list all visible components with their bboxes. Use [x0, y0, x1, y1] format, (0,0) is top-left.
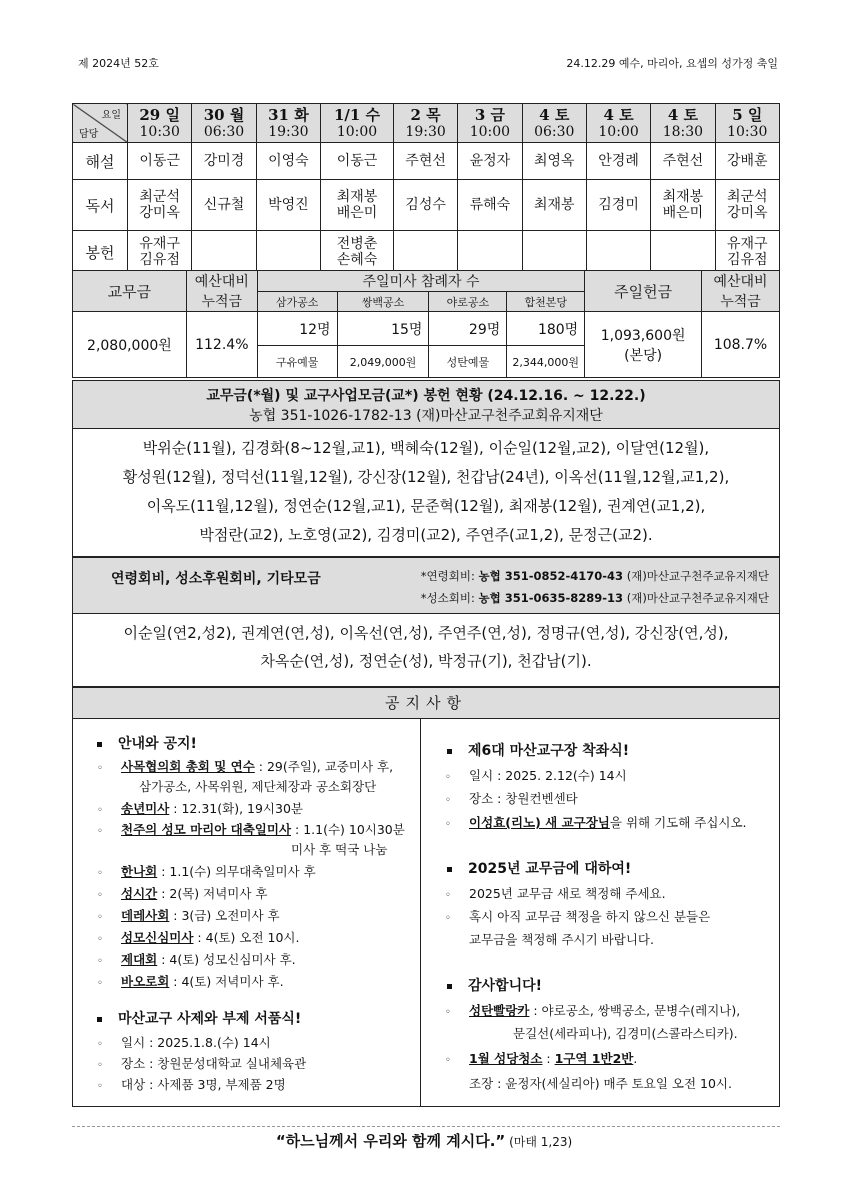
square-bullet-icon [97, 742, 102, 747]
day-label: 4 토 [667, 105, 698, 124]
account-info: 농협 351-1026-1782-13 (재)마산교구천주교회유지재단 [249, 408, 603, 424]
role-cell: 박영진 [256, 180, 320, 231]
bullet-icon: ◦ [97, 1039, 103, 1050]
role-cell: 최군석 강미옥 [128, 180, 192, 231]
role-cell: 최영옥 [522, 143, 586, 180]
bullet-icon: ◦ [445, 772, 451, 783]
bullet-icon: ◦ [97, 805, 103, 816]
section-header [73, 558, 779, 614]
role-cell: 류해숙 [458, 180, 522, 231]
role-cell [192, 231, 256, 274]
role-cell: 유재구 김유점 [128, 231, 192, 274]
issue-number: 제 2024년 52호 [78, 57, 159, 70]
role-cell: 주현선 [393, 143, 457, 180]
sunday-offering-value: 1,093,600원 (본당) [585, 312, 702, 378]
schedule-corner [73, 104, 128, 143]
section-title: 연령회비, 성소후원회비, 기타모금 [111, 571, 321, 587]
account-info: *연령회비: 농협 351-0852-4170-43 (재)마산교구천주교유지재단 [420, 569, 769, 583]
guyu-value: 2,049,000원 [337, 346, 429, 378]
bullet-icon: ◦ [445, 1007, 451, 1018]
notice-heading: 2025년 교무금에 대하여! [447, 858, 631, 878]
time-label: 19:30 [405, 123, 446, 140]
bullet-icon: ◦ [97, 956, 103, 967]
role-cell [586, 231, 650, 274]
notice-item: ◦ 데레사회 : 3(금) 오전미사 후 [97, 906, 280, 928]
day-header [715, 104, 779, 143]
gyomu-pct: 112.4% [186, 312, 257, 378]
role-cell [651, 231, 715, 274]
day-header [256, 104, 320, 143]
sunday-pct: 108.7% [702, 312, 780, 378]
role-cell: 이영숙 [256, 143, 320, 180]
corner-top-label: 요일 [101, 110, 121, 121]
role-cell: 김경미 [586, 180, 650, 231]
notice-item: ◦ 일시 : 2025. 2.12(수) 14시 [445, 766, 627, 788]
day-label: 3 금 [474, 105, 505, 124]
day-header [192, 104, 256, 143]
role-cell: 강미경 [192, 143, 256, 180]
donor-line: 황성원(12월), 정덕선(11월,12월), 강신장(12월), 천갑남(24년), 이옥선(11월,12월,교1,2), [122, 468, 730, 486]
role-cell: 최재봉 배은미 [321, 180, 394, 231]
notice-item: ◦ 제대회 : 4(토) 성모신심미사 후. [97, 950, 296, 972]
role-cell: 주현선 [651, 143, 715, 180]
time-label: 10:30 [139, 123, 180, 140]
notice-title: 공지사항 [73, 688, 779, 719]
day-header [458, 104, 522, 143]
time-label: 10:00 [598, 123, 639, 140]
notice-item: ◦ 사목협의회 총회 및 연수 : 29(주일), 교중미사 후, [97, 757, 393, 779]
bullet-icon: ◦ [97, 912, 103, 923]
donor-line: 이순일(연2,성2), 권계연(연,성), 이옥선(연,성), 주연주(연,성), 정명규(연,성), 강신장(연,성), [123, 624, 729, 642]
attendance-col: 합천본당 [507, 292, 585, 312]
gyomu-value: 2,080,000원 [73, 312, 187, 378]
christmas-value: 2,344,000원 [507, 346, 585, 378]
budget-label: 예산대비 누적금 [702, 271, 780, 312]
notice-item: ◦ 이성효(리노) 새 교구장님을 위해 기도해 주십시오. [445, 813, 747, 835]
role-cell [393, 231, 457, 274]
role-cell: 전병춘 손혜숙 [321, 231, 394, 274]
bullet-icon: ◦ [97, 868, 103, 879]
day-header [128, 104, 192, 143]
mass-schedule-table [72, 103, 780, 274]
time-label: 10:00 [336, 123, 378, 140]
role-cell [256, 231, 320, 274]
notice-left-column [73, 719, 421, 1106]
square-bullet-icon [97, 1017, 102, 1022]
day-label: 2 목 [410, 105, 441, 124]
gyomu-label: 교무금 [73, 271, 187, 312]
role-cell: 최재봉 [522, 180, 586, 231]
notice-item-cont: 교무금을 책정해 주시기 바랍니다. [469, 932, 654, 947]
role-cell: 신규철 [192, 180, 256, 231]
role-row [73, 231, 780, 274]
notice-item-cont: 문길선(세라피나), 김경미(스콜라스티카). [513, 1026, 738, 1041]
bullet-icon: ◦ [97, 934, 103, 945]
day-label: 1/1 수 [333, 105, 381, 124]
notice-item: ◦ 대상 : 사제품 3명, 부제품 2명 [97, 1075, 286, 1097]
notice-right-column [421, 719, 779, 1106]
notice-heading: 안내와 공지! [97, 733, 197, 753]
notice-item: ◦ 2025년 교무금 새로 책정해 주세요. [445, 884, 666, 906]
square-bullet-icon [447, 984, 452, 989]
section-title: 교무금(*월) 및 교구사업모금(교*) 봉헌 현황 (24.12.16. ~ 12.22.) [206, 388, 646, 404]
donor-list [73, 429, 779, 550]
sunday-offering-label: 주일헌금 [585, 271, 702, 312]
role-cell [458, 231, 522, 274]
divider [72, 1126, 780, 1127]
notice-heading: 제6대 마산교구장 착좌식! [447, 740, 629, 760]
day-label: 30 월 [203, 105, 245, 124]
dues-section [72, 557, 780, 687]
bullet-icon: ◦ [445, 795, 451, 806]
guyu-label: 구유예물 [257, 346, 337, 378]
role-cell: 윤정자 [458, 143, 522, 180]
day-label: 4 토 [603, 105, 634, 124]
corner-bottom-label: 담당 [79, 129, 99, 140]
notice-item: ◦ 한나회 : 1.1(수) 의무대축일미사 후 [97, 862, 316, 884]
role-cell: 김성수 [393, 180, 457, 231]
notice-section [72, 687, 780, 1107]
notice-item: ◦ 성모신심미사 : 4(토) 오전 10시. [97, 928, 299, 950]
role-label: 해설 [73, 143, 128, 180]
attendance-value: 180명 [507, 312, 585, 346]
bullet-icon: ◦ [445, 913, 451, 924]
time-label: 19:30 [268, 123, 309, 140]
bullet-icon: ◦ [97, 1081, 103, 1092]
role-cell [522, 231, 586, 274]
notice-heading: 마산교구 사제와 부제 서품식! [97, 1008, 301, 1028]
notice-item: ◦ 성탄빨랑카 : 야로공소, 쌍백공소, 문병수(레지나), [445, 1001, 740, 1023]
role-cell: 최재봉 배은미 [651, 180, 715, 231]
issue-date-feast: 24.12.29 예수, 마리아, 요셉의 성가정 축일 [566, 57, 778, 70]
budget-label: 예산대비 누적금 [186, 271, 257, 312]
finance-table [72, 270, 780, 378]
role-cell: 이동근 [128, 143, 192, 180]
attendance-col: 야로공소 [429, 292, 507, 312]
notice-item: ◦ 바오로회 : 4(토) 저녁미사 후. [97, 972, 284, 994]
footer-quote: “하느님께서 우리와 함께 계시다.” (마태 1,23) [275, 1132, 573, 1150]
bullet-icon: ◦ [97, 826, 103, 837]
square-bullet-icon [447, 867, 452, 872]
notice-item: ◦ 장소 : 창원문성대학교 실내체육관 [97, 1054, 306, 1076]
donor-list [73, 614, 779, 675]
day-header [321, 104, 394, 143]
day-header [586, 104, 650, 143]
donor-line: 박점란(교2), 노호영(교2), 김경미(교2), 주연주(교1,2), 문정근(교2). [199, 526, 653, 544]
role-cell: 이동근 [321, 143, 394, 180]
day-header [522, 104, 586, 143]
notice-item-cont: 조장 : 윤정자(세실리아) 매주 토요일 오전 10시. [469, 1076, 732, 1091]
day-label: 31 화 [268, 105, 309, 124]
notice-item-cont: 삼가공소, 사목위원, 제단체장과 공소회장단 [139, 779, 377, 794]
bullet-icon: ◦ [445, 1055, 451, 1066]
notice-item: ◦ 혹시 아직 교무금 책정을 하지 않으신 분들은 [445, 907, 710, 929]
time-label: 10:00 [469, 123, 511, 140]
time-label: 06:30 [534, 123, 575, 140]
square-bullet-icon [447, 749, 452, 754]
notice-heading: 감사합니다! [447, 975, 542, 995]
attendance-value: 12명 [257, 312, 337, 346]
time-label: 06:30 [203, 123, 245, 140]
attendance-value: 15명 [337, 312, 429, 346]
time-label: 10:30 [727, 123, 768, 140]
role-cell: 유재구 김유점 [715, 231, 779, 274]
attendance-title: 주일미사 참례자 수 [257, 271, 584, 292]
notice-item: ◦ 천주의 성모 마리아 대축일미사 : 1.1(수) 10시30분 [97, 820, 405, 842]
donor-line: 이옥도(11월,12월), 정연순(12월,교1), 문준혁(12월), 최재봉(12월), 권계연(교1,2), [146, 497, 706, 515]
notice-item: ◦ 송년미사 : 12.31(화), 19시30분 [97, 799, 303, 821]
bullet-icon: ◦ [445, 890, 451, 901]
role-row [73, 180, 780, 231]
notice-item-cont: 미사 후 떡국 나눔 [291, 842, 388, 857]
day-header [393, 104, 457, 143]
bullet-icon: ◦ [97, 978, 103, 989]
attendance-value: 29명 [429, 312, 507, 346]
day-header [651, 104, 715, 143]
day-label: 29 일 [139, 105, 180, 124]
donor-line: 차옥순(연,성), 정연순(성), 박정규(기), 천갑남(기). [260, 652, 592, 670]
attendance-col: 삼가공소 [257, 292, 337, 312]
attendance-col: 쌍백공소 [337, 292, 429, 312]
role-cell: 최군석 강미옥 [715, 180, 779, 231]
role-row [73, 143, 780, 180]
day-label: 5 일 [732, 105, 763, 124]
time-label: 18:30 [662, 123, 704, 140]
donor-line: 박위순(11월), 김경화(8~12월,교1), 백혜숙(12월), 이순일(12월,교2), 이달연(12월), [142, 439, 710, 457]
christmas-label: 성탄예물 [429, 346, 507, 378]
bullet-icon: ◦ [97, 763, 103, 774]
role-cell: 안경례 [586, 143, 650, 180]
role-label: 독서 [73, 180, 128, 231]
account-info: *성소회비: 농협 351-0635-8289-13 (재)마산교구천주교유지재단 [420, 591, 769, 605]
role-label: 봉헌 [73, 231, 128, 274]
section-header [73, 381, 779, 429]
gyomu-donation-section [72, 380, 780, 557]
bullet-icon: ◦ [97, 1060, 103, 1071]
role-cell: 강배훈 [715, 143, 779, 180]
bullet-icon: ◦ [445, 819, 451, 830]
notice-item: ◦ 성시간 : 2(목) 저녁미사 후 [97, 884, 268, 906]
notice-item: ◦ 일시 : 2025.1.8.(수) 14시 [97, 1033, 271, 1055]
bullet-icon: ◦ [97, 890, 103, 901]
notice-item: ◦ 1월 성당청소 : 1구역 1반2반. [445, 1049, 637, 1071]
day-label: 4 토 [539, 105, 570, 124]
notice-item: ◦ 장소 : 창원컨벤센타 [445, 789, 578, 811]
